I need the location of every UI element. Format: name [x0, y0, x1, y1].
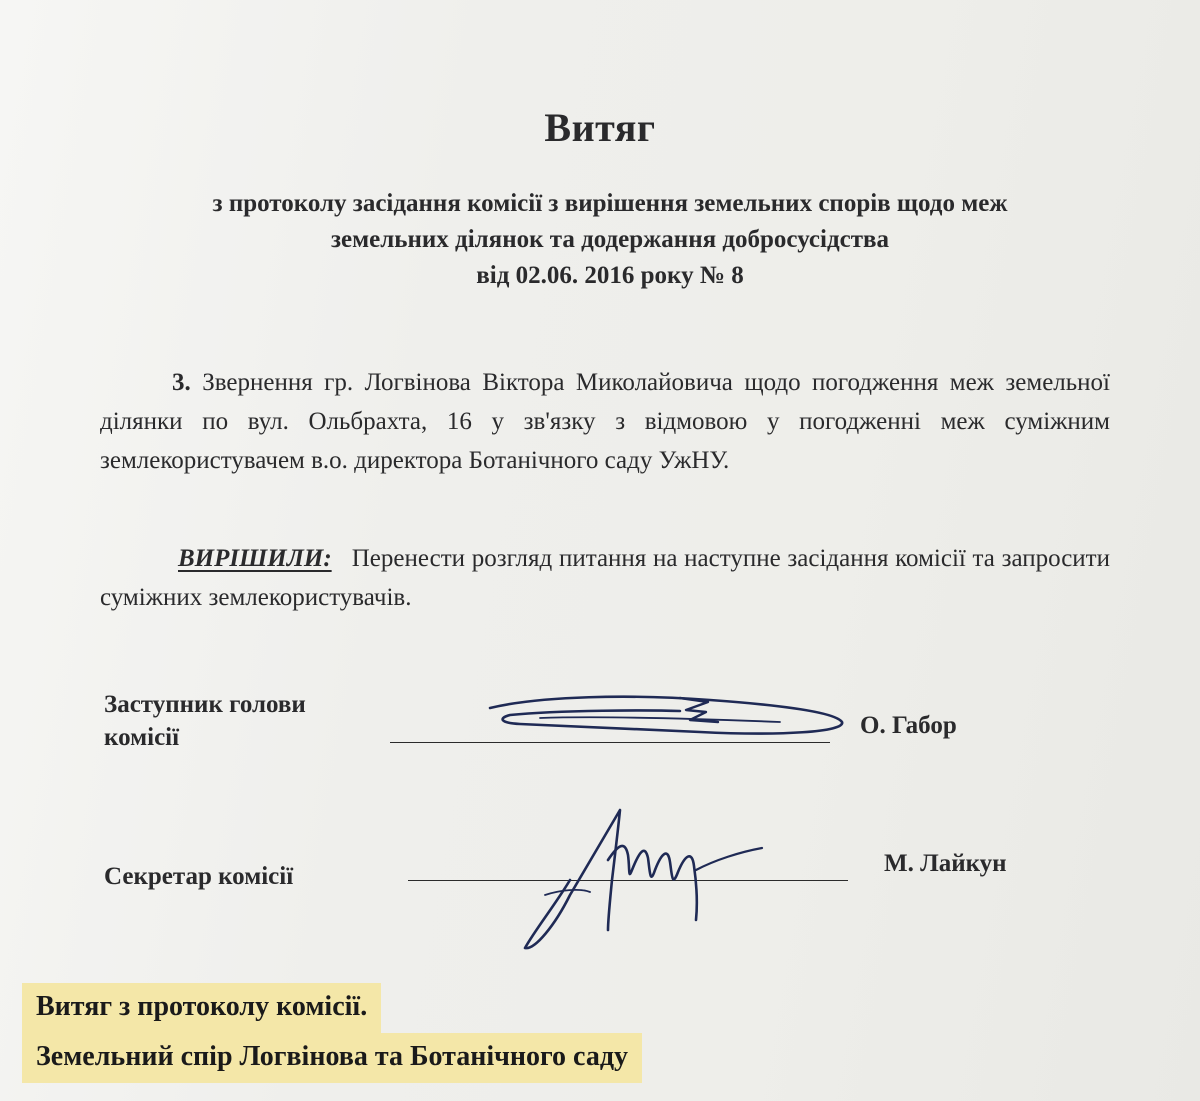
caption-line: Витяг з протоколу комісії. — [22, 983, 381, 1033]
signature-role-line: Секретар комісії — [104, 863, 294, 890]
handwritten-signature-gabor — [480, 688, 860, 748]
caption-line: Земельний спір Логвінова та Ботанічного саду — [22, 1033, 642, 1083]
signature-role-secretary — [104, 860, 293, 893]
handwritten-signature-laikun — [500, 800, 790, 960]
decision-label: ВИРІШИЛИ: — [178, 545, 332, 572]
subtitle-line: від 02.06. 2016 року № 8 — [476, 262, 744, 289]
signatory-name: М. Лайкун — [884, 850, 1007, 877]
signatory-name: О. Габор — [860, 712, 957, 739]
image-caption — [22, 983, 642, 1083]
document-title: Витяг — [544, 105, 656, 150]
document-subtitle — [100, 186, 1120, 294]
agenda-item-number: 3. — [172, 369, 191, 396]
decision-paragraph — [100, 539, 1110, 617]
subtitle-line: земельних ділянок та додержання добросусідства — [330, 226, 889, 253]
signature-role-line: комісії — [104, 724, 180, 751]
decision-text: Перенести розгляд питання на наступне засідання комісії та запросити суміжних землекористувачів. — [100, 545, 1110, 611]
agenda-item-text: Звернення гр. Логвінова Віктора Миколайовича щодо погодження меж земельної ділянки по вул. Ольбрахта, 16 у зв'язку з відмовою у погодженні меж суміжним землекористувачем в.о. директора Ботанічного саду УжНУ. — [100, 369, 1110, 474]
agenda-item-paragraph — [100, 363, 1110, 480]
signature-role-line: Заступник голови — [104, 691, 306, 718]
subtitle-line: з протоколу засідання комісії з вирішення земельних спорів щодо меж — [212, 190, 1008, 217]
signature-role-deputy-head — [104, 688, 306, 754]
